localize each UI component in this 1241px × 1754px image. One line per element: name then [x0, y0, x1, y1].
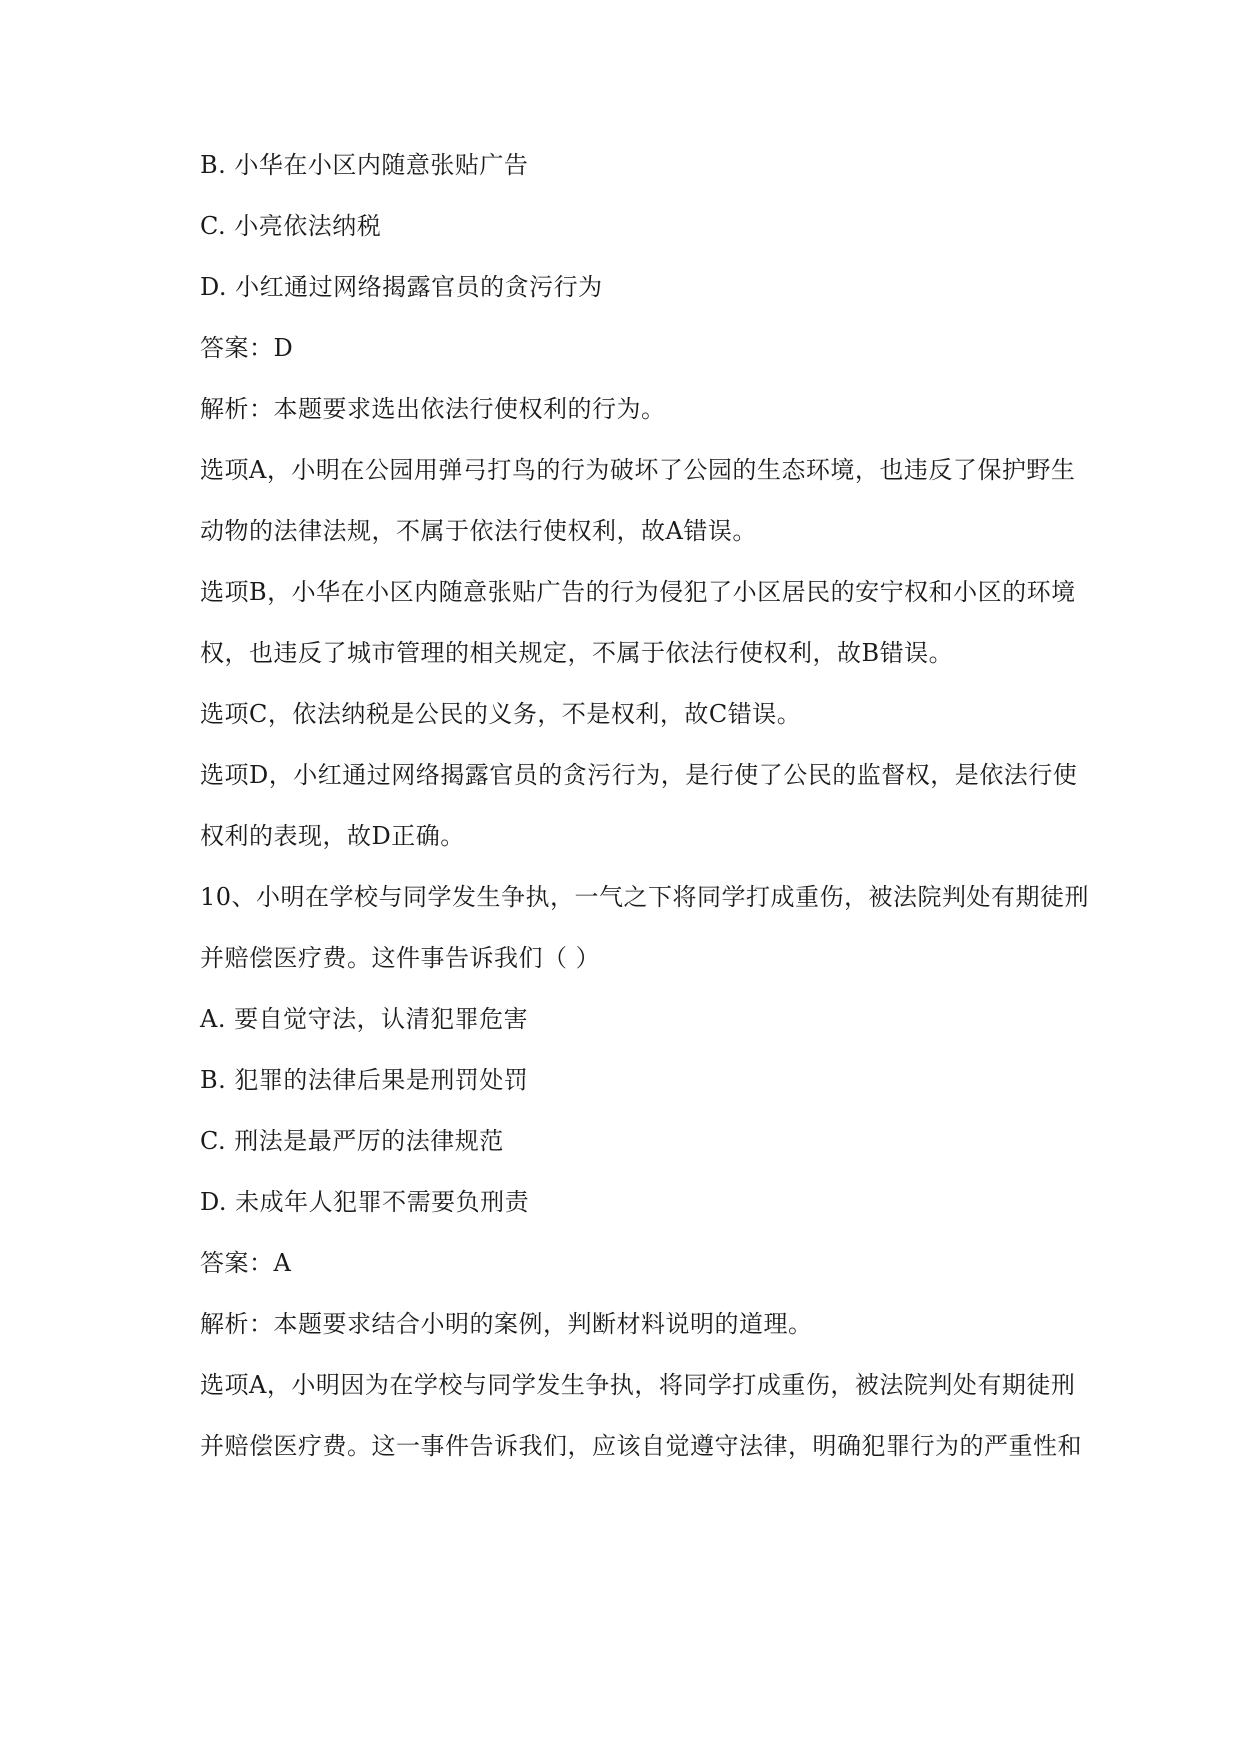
q10-answer: 答案：A: [200, 1249, 292, 1277]
q9-analysis-d-line1: 选项D，小红通过网络揭露官员的贪污行为，是行使了公民的监督权，是依法行使: [200, 761, 1078, 789]
q9-option-c: C. 小亮依法纳税: [200, 212, 382, 240]
q9-option-d: D. 小红通过网络揭露官员的贪污行为: [200, 273, 603, 301]
q10-option-b: B. 犯罪的法律后果是刑罚处罚: [200, 1066, 529, 1094]
q10-option-c: C. 刑法是最严厉的法律规范: [200, 1127, 504, 1155]
q10-analysis-a-line1: 选项A，小明因为在学校与同学发生争执，将同学打成重伤，被法院判处有期徒刑: [200, 1371, 1076, 1399]
q10-option-d: D. 未成年人犯罪不需要负刑责: [200, 1188, 530, 1216]
q10-analysis-intro: 解析：本题要求结合小明的案例，判断材料说明的道理。: [200, 1310, 813, 1338]
q9-analysis-b-line1: 选项B，小华在小区内随意张贴广告的行为侵犯了小区居民的安宁权和小区的环境: [200, 578, 1076, 606]
q9-option-b: B. 小华在小区内随意张贴广告: [200, 151, 529, 179]
q9-analysis-a-line2: 动物的法律法规，不属于依法行使权利，故A错误。: [200, 517, 757, 545]
q10-option-a: A. 要自觉守法，认清犯罪危害: [200, 1005, 529, 1033]
q9-analysis-d-line2: 权利的表现，故D正确。: [200, 822, 465, 850]
q9-analysis-intro: 解析：本题要求选出依法行使权利的行为。: [200, 395, 666, 423]
q10-analysis-a-line2: 并赔偿医疗费。这一事件告诉我们，应该自觉遵守法律，明确犯罪行为的严重性和: [200, 1432, 1082, 1460]
q10-question-line2: 并赔偿医疗费。这件事告诉我们（ ）: [200, 944, 601, 972]
q9-answer: 答案：D: [200, 334, 294, 362]
q10-question-line1: 10、小明在学校与同学发生争执，一气之下将同学打成重伤，被法院判处有期徒刑: [200, 883, 1090, 911]
q9-analysis-a-line1: 选项A，小明在公园用弹弓打鸟的行为破坏了公园的生态环境，也违反了保护野生: [200, 456, 1076, 484]
q9-analysis-b-line2: 权，也违反了城市管理的相关规定，不属于依法行使权利，故B错误。: [200, 639, 954, 667]
q9-analysis-c: 选项C，依法纳税是公民的义务，不是权利，故C错误。: [200, 700, 802, 728]
